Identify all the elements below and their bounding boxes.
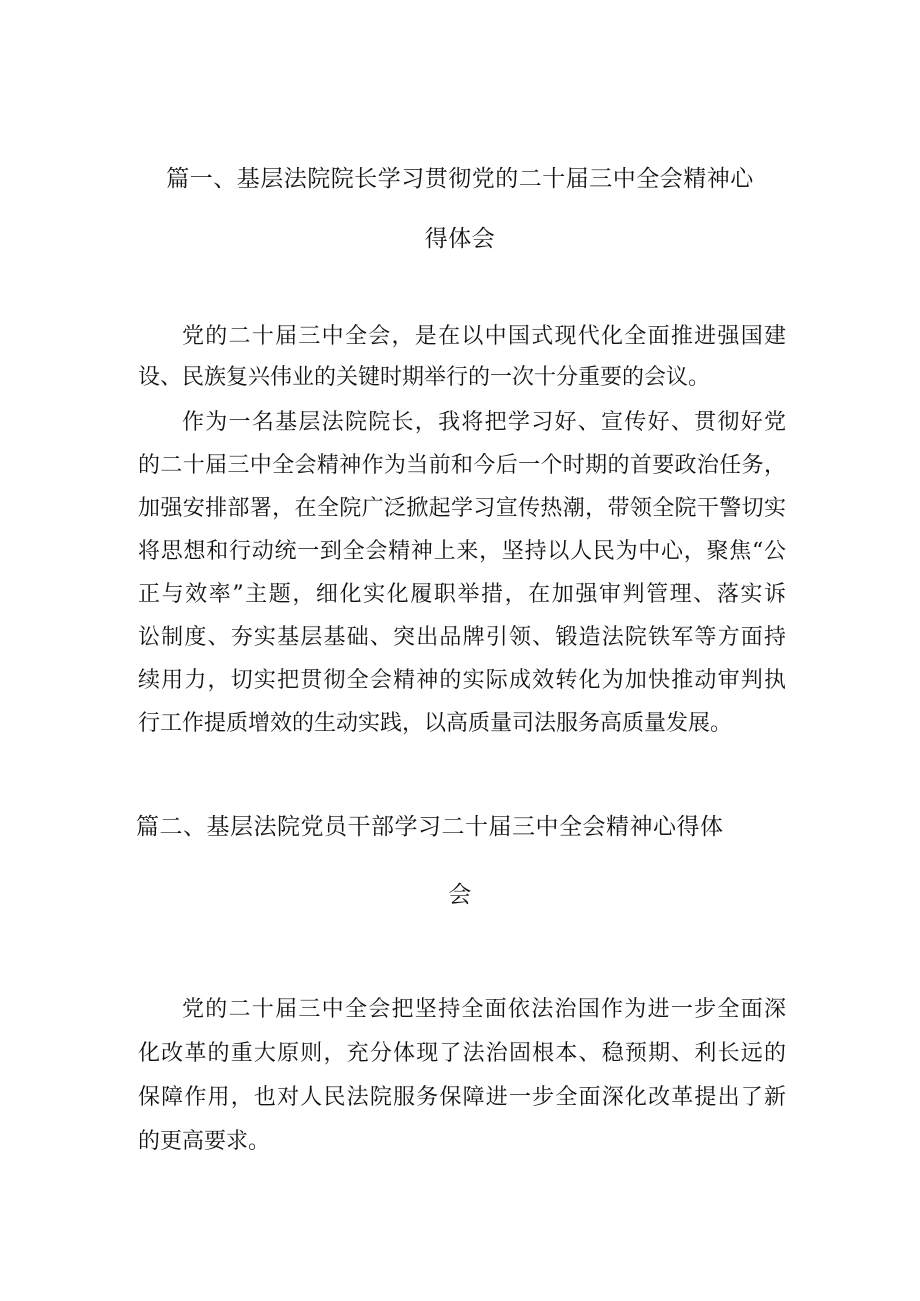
section2-paragraph1-line-2: 化改革的重大原则，充分体现了法治固根本、稳预期、利长远的 [138, 1041, 786, 1066]
section1-title-line-1: 篇一、基层法院院长学习贯彻党的二十届三中全会精神心 [166, 166, 754, 192]
section1-paragraph2-line-1: 作为一名基层法院院长，我将把学习好、宣传好、贯彻好党 [182, 410, 786, 435]
section2-title-line-1: 篇二、基层法院党员干部学习二十届三中全会精神心得体 [136, 814, 724, 840]
section2-paragraph1-line-3: 保障作用，也对人民法院服务保障进一步全面深化改革提出了新 [138, 1085, 786, 1110]
section1-paragraph2-line-5: 正与效率”主题，细化实化履职举措，在加强审判管理、落实诉 [138, 582, 786, 607]
section1-paragraph2-line-8: 行工作提质增效的生动实践，以高质量司法服务高质量发展。 [138, 711, 733, 736]
section1-paragraph2-line-3: 加强安排部署，在全院广泛掀起学习宣传热潮，带领全院干警切实 [138, 496, 786, 521]
section1-paragraph2-line-6: 讼制度、夯实基层基础、突出品牌引领、锻造法院铁军等方面持 [138, 625, 786, 650]
section2-title-line-2: 会 [448, 882, 472, 908]
section2-paragraph1-line-4: 的更高要求。 [138, 1129, 271, 1154]
section1-paragraph2-line-7: 续用力，切实把贯彻全会精神的实际成效转化为加快推动审判执 [138, 668, 786, 693]
section1-paragraph2-line-4: 将思想和行动统一到全会精神上来，坚持以人民为中心，聚焦“公 [138, 539, 786, 564]
section1-paragraph1-line-2: 设、民族复兴伟业的关键时期举行的一次十分重要的会议。 [138, 365, 711, 390]
section1-title-line-2: 得体会 [424, 226, 496, 252]
section1-paragraph2-line-2: 的二十届三中全会精神作为当前和今后一个时期的首要政治任务， [138, 453, 786, 478]
section2-paragraph1-line-1: 党的二十届三中全会把坚持全面依法治国作为进一步全面深 [182, 997, 786, 1022]
section1-paragraph1-line-1: 党的二十届三中全会，是在以中国式现代化全面推进强国建 [182, 324, 786, 349]
